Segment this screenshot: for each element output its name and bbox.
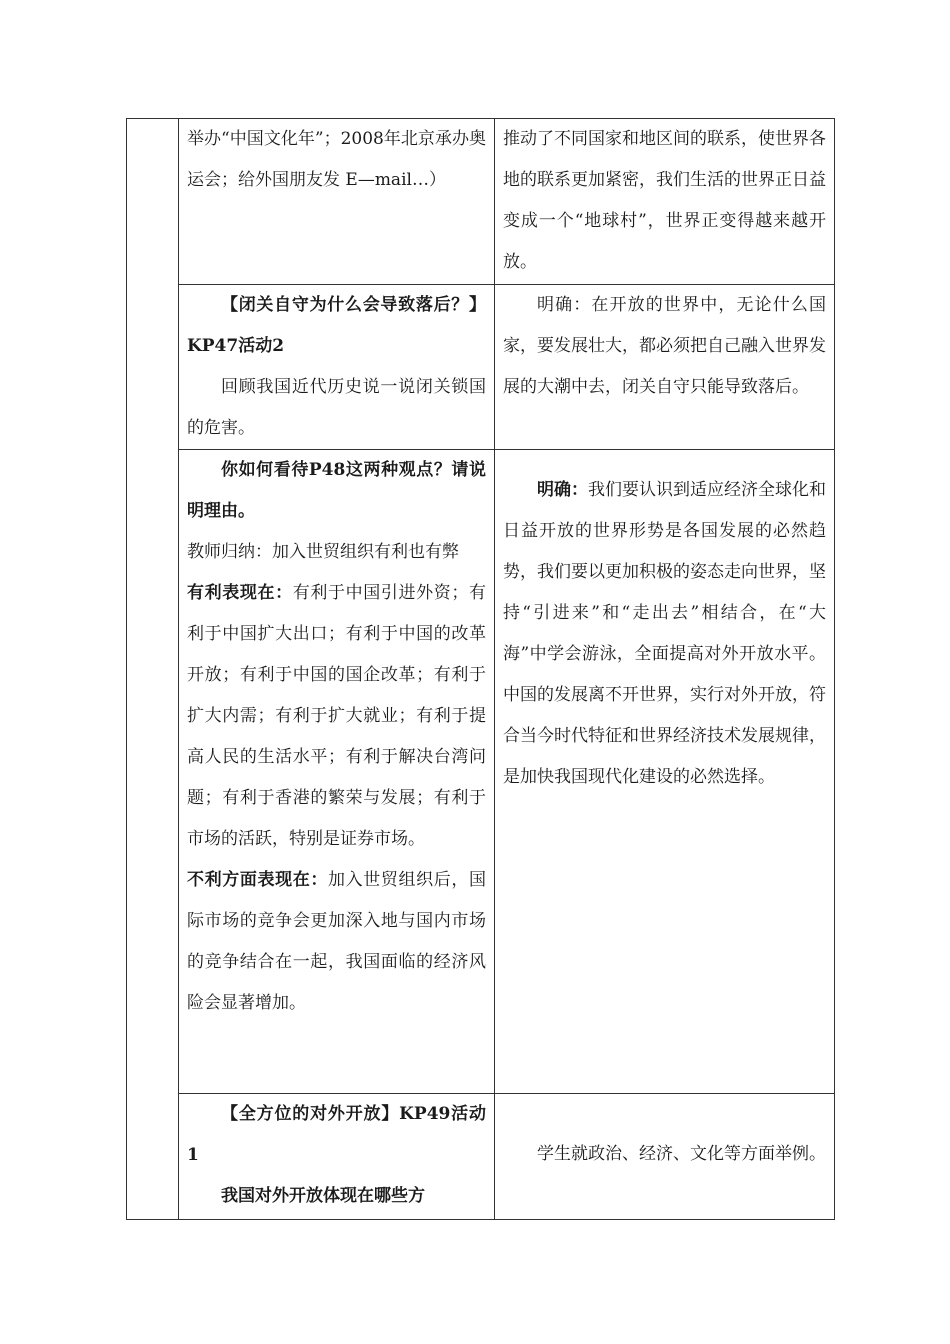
unfavorable-label: 不利方面表现在： — [187, 870, 328, 890]
favorable-text: 有利于中国引进外资；有利于中国扩大出口；有利于中国的改革开放；有利于中国的国企改革；有利于扩大内需；有利于扩大就业；有利于提高人民的生活水平；有利于解决台湾问题；有利于香港的繁荣与发展；有利于市场的活跃，特别是证券市场。 — [187, 583, 486, 849]
conclusion-cell — [495, 119, 835, 285]
activity-cell — [179, 119, 495, 285]
activity-heading: 【全方位的对外开放】KP49活动1 — [187, 1104, 486, 1165]
activity-cell — [179, 450, 495, 1094]
lesson-plan-table — [126, 118, 835, 1220]
activity-question: 我国对外开放体现在哪些方 — [221, 1186, 425, 1206]
favorable-label: 有利表现在： — [187, 583, 293, 603]
table-row — [127, 450, 835, 1094]
unfavorable-paragraph — [187, 860, 486, 1024]
table-row — [127, 1094, 835, 1220]
unfavorable-text: 加入世贸组织后，国际市场的竞争会更加深入地与国内市场的竞争结合在一起，我国面临的经济风险会显著增加。 — [187, 870, 486, 1013]
activity-cell — [179, 1094, 495, 1220]
conclusion-text: 明确：在开放的世界中，无论什么国家，要发展壮大，都必须把自己融入世界发展的大潮中去，闭关自守只能导致落后。 — [503, 295, 826, 397]
conclusion-cell — [495, 450, 835, 1094]
conclusion-cell — [495, 1094, 835, 1220]
conclusion-paragraph — [503, 470, 826, 798]
activity-heading: 你如何看待P48这两种观点？请说明理由。 — [187, 460, 486, 521]
favorable-paragraph — [187, 573, 486, 860]
conclusion-text: 我们要认识到适应经济全球化和日益开放的世界形势是各国发展的必然趋势，我们要以更加积极的姿态走向世界，坚持“引进来”和“走出去”相结合，在“大海”中学会游泳，全面提高对外开放水平。中国的发展离不开世界，实行对外开放，符合当今时代特征和世界经济技术发展规律，是加快我国现代化建设的必然选择。 — [503, 480, 826, 787]
activity-cell — [179, 285, 495, 450]
left-margin-cell — [127, 119, 179, 1220]
conclusion-text: 学生就政治、经济、文化等方面举例。 — [537, 1144, 826, 1164]
activity-heading: 【闭关自守为什么会导致落后？】KP47活动2 — [187, 295, 486, 356]
conclusion-text: 推动了不同国家和地区间的联系，使世界各地的联系更加紧密，我们生活的世界正日益变成一个“地球村”，世界正变得越来越开放。 — [503, 129, 826, 272]
table-row — [127, 119, 835, 285]
conclusion-label: 明确： — [537, 480, 588, 500]
teacher-summary: 教师归纳：加入世贸组织有利也有弊 — [187, 542, 459, 562]
conclusion-cell — [495, 285, 835, 450]
table-row — [127, 285, 835, 450]
activity-text: 回顾我国近代历史说一说闭关锁国的危害。 — [187, 377, 486, 438]
activity-text: 举办“中国文化年”；2008年北京承办奥运会；给外国朋友发 E—mail…） — [187, 129, 486, 190]
